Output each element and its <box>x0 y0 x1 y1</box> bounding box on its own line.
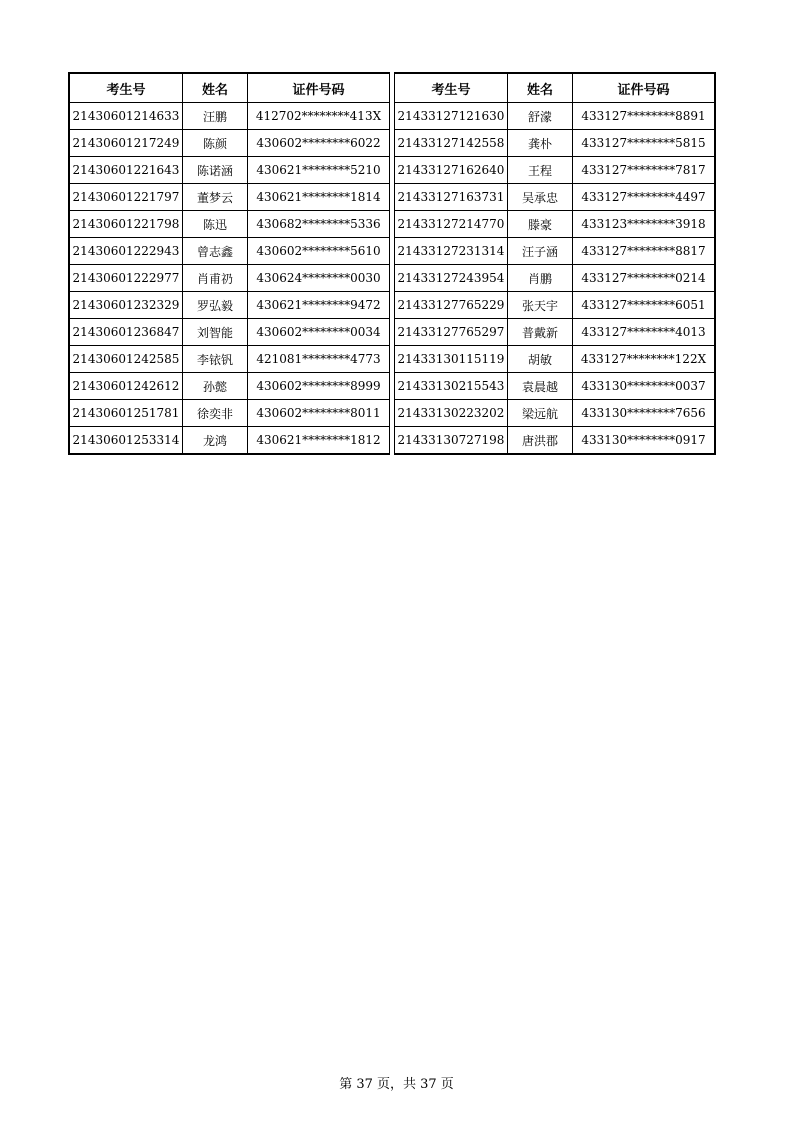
cell-exam-number: 21430601214633 <box>69 103 183 130</box>
cell-name: 陈颜 <box>183 130 248 157</box>
cell-id-number: 430624********0030 <box>248 265 390 292</box>
table-row <box>69 265 390 292</box>
cell-id-number: 433127********8891 <box>573 103 716 130</box>
student-table-right <box>394 72 716 455</box>
table-row <box>69 157 390 184</box>
cell-exam-number: 21430601242585 <box>69 346 183 373</box>
cell-exam-number: 21433127243954 <box>395 265 508 292</box>
table-row <box>395 130 716 157</box>
table-row <box>395 238 716 265</box>
cell-name: 龙鸿 <box>183 427 248 455</box>
cell-name: 肖甫礽 <box>183 265 248 292</box>
cell-name: 孙懿 <box>183 373 248 400</box>
cell-name: 唐洪郡 <box>508 427 573 455</box>
cell-exam-number: 21430601221798 <box>69 211 183 238</box>
cell-name: 陈诺涵 <box>183 157 248 184</box>
cell-name: 滕豪 <box>508 211 573 238</box>
cell-id-number: 430621********9472 <box>248 292 390 319</box>
cell-name: 龚朴 <box>508 130 573 157</box>
cell-exam-number: 21430601217249 <box>69 130 183 157</box>
cell-id-number: 433127********122X <box>573 346 716 373</box>
header-exam-number: 考生号 <box>69 73 183 103</box>
cell-name: 汪鹏 <box>183 103 248 130</box>
cell-id-number: 433130********0037 <box>573 373 716 400</box>
cell-exam-number: 21430601232329 <box>69 292 183 319</box>
header-id-number: 证件号码 <box>573 73 716 103</box>
cell-id-number: 433127********7817 <box>573 157 716 184</box>
cell-exam-number: 21430601251781 <box>69 400 183 427</box>
cell-name: 陈迅 <box>183 211 248 238</box>
table-row <box>69 373 390 400</box>
cell-exam-number: 21433127163731 <box>395 184 508 211</box>
table-row <box>395 265 716 292</box>
cell-name: 曾志鑫 <box>183 238 248 265</box>
cell-exam-number: 21433130223202 <box>395 400 508 427</box>
cell-id-number: 430621********5210 <box>248 157 390 184</box>
cell-exam-number: 21433127765229 <box>395 292 508 319</box>
cell-id-number: 421081********4773 <box>248 346 390 373</box>
cell-id-number: 430602********8011 <box>248 400 390 427</box>
cell-id-number: 433130********0917 <box>573 427 716 455</box>
cell-name: 普戴新 <box>508 319 573 346</box>
table-row <box>69 103 390 130</box>
table-row <box>69 319 390 346</box>
cell-id-number: 433127********4497 <box>573 184 716 211</box>
header-row <box>69 73 390 103</box>
cell-exam-number: 21433127231314 <box>395 238 508 265</box>
cell-name: 肖鹏 <box>508 265 573 292</box>
cell-id-number: 433127********4013 <box>573 319 716 346</box>
table-body-left <box>69 103 390 455</box>
table-row <box>69 211 390 238</box>
table-row <box>69 238 390 265</box>
table-row <box>395 211 716 238</box>
cell-name: 徐奕非 <box>183 400 248 427</box>
table-row <box>395 319 716 346</box>
cell-exam-number: 21430601242612 <box>69 373 183 400</box>
cell-id-number: 433123********3918 <box>573 211 716 238</box>
cell-exam-number: 21430601222943 <box>69 238 183 265</box>
cell-id-number: 433127********5815 <box>573 130 716 157</box>
cell-exam-number: 21430601221643 <box>69 157 183 184</box>
table-row <box>69 292 390 319</box>
cell-name: 梁远航 <box>508 400 573 427</box>
cell-exam-number: 21430601222977 <box>69 265 183 292</box>
table-row <box>69 400 390 427</box>
table-row <box>69 130 390 157</box>
header-name: 姓名 <box>183 73 248 103</box>
cell-name: 袁晨越 <box>508 373 573 400</box>
cell-exam-number: 21433127214770 <box>395 211 508 238</box>
cell-name: 董梦云 <box>183 184 248 211</box>
header-id-number: 证件号码 <box>248 73 390 103</box>
cell-name: 王程 <box>508 157 573 184</box>
cell-exam-number: 21430601236847 <box>69 319 183 346</box>
cell-id-number: 430621********1814 <box>248 184 390 211</box>
table-row <box>69 427 390 455</box>
cell-name: 吴承忠 <box>508 184 573 211</box>
cell-id-number: 433127********0214 <box>573 265 716 292</box>
cell-exam-number: 21433127121630 <box>395 103 508 130</box>
cell-exam-number: 21430601253314 <box>69 427 183 455</box>
cell-id-number: 433130********7656 <box>573 400 716 427</box>
cell-name: 罗弘毅 <box>183 292 248 319</box>
cell-id-number: 430602********0034 <box>248 319 390 346</box>
header-row <box>395 73 716 103</box>
cell-exam-number: 21433130727198 <box>395 427 508 455</box>
cell-id-number: 433127********8817 <box>573 238 716 265</box>
table-row <box>395 157 716 184</box>
cell-exam-number: 21433130115119 <box>395 346 508 373</box>
cell-name: 张天宇 <box>508 292 573 319</box>
cell-exam-number: 21433127765297 <box>395 319 508 346</box>
cell-id-number: 430602********8999 <box>248 373 390 400</box>
table-row <box>395 373 716 400</box>
cell-name: 汪子涵 <box>508 238 573 265</box>
cell-exam-number: 21433130215543 <box>395 373 508 400</box>
cell-id-number: 430682********5336 <box>248 211 390 238</box>
cell-id-number: 430602********5610 <box>248 238 390 265</box>
cell-id-number: 433127********6051 <box>573 292 716 319</box>
cell-exam-number: 21433127142558 <box>395 130 508 157</box>
table-row <box>395 184 716 211</box>
cell-name: 刘智能 <box>183 319 248 346</box>
cell-id-number: 430621********1812 <box>248 427 390 455</box>
cell-exam-number: 21433127162640 <box>395 157 508 184</box>
cell-id-number: 412702********413X <box>248 103 390 130</box>
table-row <box>69 184 390 211</box>
table-row <box>395 346 716 373</box>
page-footer: 第 37 页，共 37 页 <box>339 1077 454 1092</box>
cell-name: 胡敏 <box>508 346 573 373</box>
table-row <box>395 103 716 130</box>
table-row <box>395 427 716 455</box>
student-table-left <box>68 72 390 455</box>
header-exam-number: 考生号 <box>395 73 508 103</box>
cell-exam-number: 21430601221797 <box>69 184 183 211</box>
table-row <box>395 400 716 427</box>
table-row <box>69 346 390 373</box>
table-body-right <box>395 103 716 455</box>
cell-id-number: 430602********6022 <box>248 130 390 157</box>
cell-name: 李铱钒 <box>183 346 248 373</box>
header-name: 姓名 <box>508 73 573 103</box>
student-list-tables <box>68 72 716 455</box>
cell-name: 舒濛 <box>508 103 573 130</box>
table-row <box>395 292 716 319</box>
